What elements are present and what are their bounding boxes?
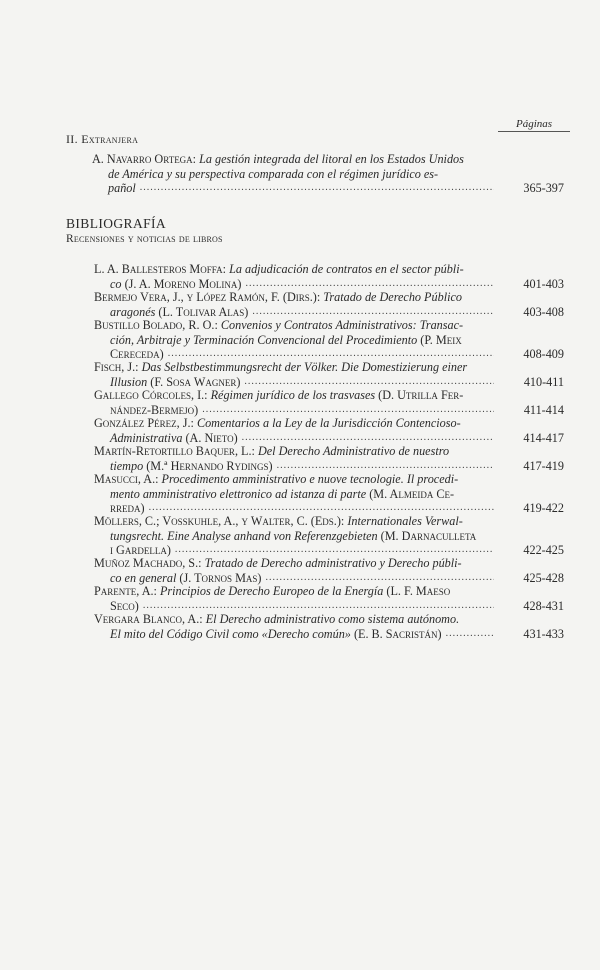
entry-title: Procedimento amministrativo e nuove tecnologie. Il procedi- <box>161 472 459 486</box>
entry-title: Principios de Derecho Europeo de la Energía <box>159 584 384 598</box>
entry-author: Gallego Córcoles, I.: <box>94 388 208 402</box>
entry-reviewer: (A. Nieto) <box>185 430 238 445</box>
entry-title: Régimen jurídico de los trasvases <box>210 388 376 402</box>
entry-pages: 419-422 <box>523 501 564 516</box>
section-title-bibliografia: BIBLIOGRAFÍA <box>66 216 167 231</box>
entry-author: Martín-Retortillo Baquer, L.: <box>94 444 255 458</box>
entry-title: Convenios y Contratos Administrativos: Transac- <box>220 318 464 332</box>
entry-author: Muñoz Machado, S.: <box>94 556 202 570</box>
entry-reviewer: (M. Darnaculleta <box>380 528 477 543</box>
leader-dots <box>140 181 494 196</box>
leader-dots <box>265 571 494 586</box>
entry-reviewer: (L. F. Maeso <box>386 584 451 598</box>
leader-dots <box>252 305 494 320</box>
entry-title: Comentarios a la Ley de la Jurisdicción Contencioso- <box>196 416 461 430</box>
entry-reviewer-cont: Seco) <box>110 598 139 613</box>
pages-column-header: Páginas <box>498 118 570 132</box>
entry-author: Bermejo Vera, J., y López Ramón, F. (Dirs.): <box>94 290 321 304</box>
entry-pages: 431-433 <box>523 626 564 641</box>
entry-author: González Pérez, J.: <box>94 416 194 430</box>
entry-title: La adjudicación de contratos en el sector públi- <box>229 262 464 276</box>
entry-title: Tratado de Derecho administrativo y Derecho públi- <box>204 556 462 570</box>
leader-dots <box>446 627 494 642</box>
toc-entry <box>94 444 564 473</box>
entry-pages: 425-428 <box>523 570 564 585</box>
entry-title-cont: pañol <box>108 181 136 196</box>
entry-author: Parente, A.: <box>94 584 157 598</box>
leader-dots <box>244 375 494 390</box>
leader-dots <box>143 599 494 614</box>
entry-reviewer: (L. Tolivar Alas) <box>158 304 249 319</box>
entry-pages: 428-431 <box>523 598 564 613</box>
entry-title-cont: tungsrecht. Eine Analyse anhand von Referenzgebieten <box>110 528 378 543</box>
entry-title-cont: tiempo <box>110 458 144 473</box>
entry-reviewer: (F. Sosa Wagner) <box>150 374 241 389</box>
entry-title-cont: Illusion <box>110 374 148 389</box>
entry-reviewer-cont: Cereceda) <box>110 347 164 362</box>
toc-entry <box>94 416 564 445</box>
entry-title: Das Selbstbestimmungsrecht der Völker. Die Domestizierung einer <box>141 360 468 374</box>
toc-entry <box>94 290 564 319</box>
toc-entry <box>94 612 564 641</box>
entry-author: Vergara Blanco, A.: <box>94 612 203 626</box>
entry-reviewer: (M. Almeida Ce- <box>369 486 455 501</box>
section-subtitle-recensiones: Recensiones y noticias de libros <box>66 233 223 245</box>
toc-entry <box>94 262 564 291</box>
leader-dots <box>242 431 494 446</box>
entry-reviewer: (J. Tornos Mas) <box>179 570 262 585</box>
entry-reviewer: (D. Utrilla Fer- <box>378 388 464 402</box>
entry-reviewer-cont: nández-Bermejo) <box>110 402 199 417</box>
entry-reviewer: (J. A. Moreno Molina) <box>124 276 242 291</box>
entry-reviewer: (E. B. Sacristán) <box>353 626 442 641</box>
leader-dots <box>202 403 494 418</box>
entry-author: Bustillo Bolado, R. O.: <box>94 318 218 332</box>
entry-title: Tratado de Derecho Público <box>323 290 462 304</box>
entry-author: A. Navarro Ortega: <box>92 152 197 166</box>
entry-title-cont: aragonés <box>110 304 156 319</box>
entry-author: L. A. Ballesteros Moffa: <box>94 262 227 276</box>
entry-pages: 410-411 <box>523 374 564 389</box>
entry-title-cont: mento amministrativo elettronico ad istanza di parte <box>110 486 367 501</box>
entry-title-cont: El mito del Código Civil como «Derecho común» <box>110 626 351 641</box>
leader-dots <box>245 277 494 292</box>
entry-title: Internationales Verwal- <box>347 514 463 528</box>
toc-entry <box>94 318 564 362</box>
entry-title-cont: co en general <box>110 570 177 585</box>
entry-author: Masucci, A.: <box>94 472 159 486</box>
entry-reviewer: (M.ª Hernando Rydings) <box>146 458 273 473</box>
entry-pages: 408-409 <box>523 347 564 362</box>
entry-author: Möllers, C.; Vosskuhle, A., y Walter, C. (Eds.): <box>94 514 345 528</box>
entry-title-cont: Administrativa <box>110 430 183 445</box>
entry-pages: 403-408 <box>523 304 564 319</box>
entry-title-cont: de América y su perspectiva comparada con el régimen jurídico es- <box>108 166 439 181</box>
entry-pages: 401-403 <box>523 276 564 291</box>
entry-title: El Derecho administrativo como sistema autónomo. <box>205 612 460 626</box>
entry-reviewer: (P. Meix <box>420 332 462 347</box>
entry-reviewer-cont: rreda) <box>110 501 145 516</box>
entry-pages: 365-397 <box>523 181 564 196</box>
entry-pages: 414-417 <box>523 430 564 445</box>
entry-author: Fisch, J.: <box>94 360 139 374</box>
entry-pages: 422-425 <box>523 543 564 558</box>
toc-entry <box>94 514 564 558</box>
entry-title: La gestión integrada del litoral en los Estados Unidos <box>199 152 464 166</box>
toc-entry <box>94 472 564 516</box>
toc-entry <box>94 388 564 417</box>
section-heading-extranjera: II. Extranjera <box>66 132 139 146</box>
entry-title-cont: ción, Arbitraje y Terminación Convencional del Procedimiento <box>110 332 418 347</box>
entry-title-cont: co <box>110 276 122 291</box>
entry-pages: 411-414 <box>523 402 564 417</box>
entry-pages: 417-419 <box>523 458 564 473</box>
entry-reviewer-cont: i Gardella) <box>110 543 171 558</box>
toc-entry <box>94 584 564 613</box>
toc-entry-navarro <box>92 152 564 196</box>
entry-title: Del Derecho Administrativo de nuestro <box>257 444 450 458</box>
toc-entry <box>94 360 564 389</box>
toc-entry <box>94 556 564 585</box>
leader-dots <box>277 459 494 474</box>
